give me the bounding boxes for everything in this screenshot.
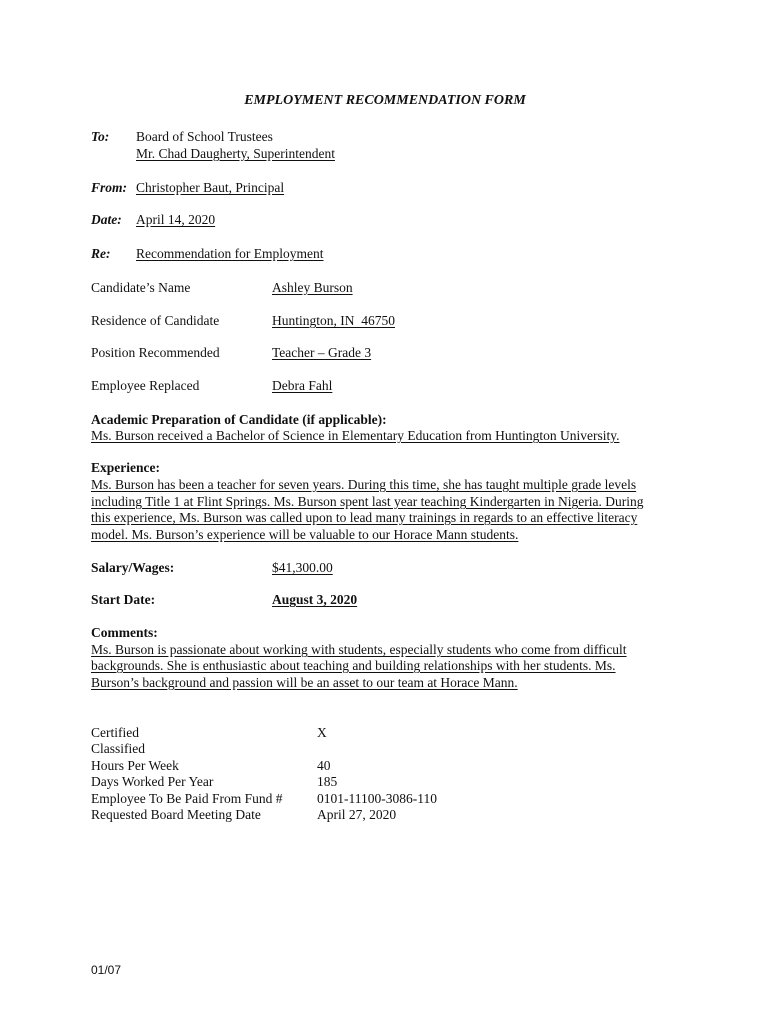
date-value: April 14, 2020 bbox=[136, 212, 216, 227]
residence-value: Huntington, IN 46750 bbox=[272, 313, 395, 328]
page-code: 01/07 bbox=[91, 963, 122, 977]
days-worked-value: 185 bbox=[317, 774, 338, 789]
academic-heading: Academic Preparation of Candidate (if applicable): bbox=[91, 412, 387, 427]
experience-line: this experience, Ms. Burson was called upon to lead many trainings in regards to an effective literacy bbox=[91, 510, 638, 525]
position-label: Position Recommended bbox=[91, 345, 220, 360]
experience-heading: Experience: bbox=[91, 460, 160, 475]
candidate-name-label: Candidate’s Name bbox=[91, 280, 191, 295]
classified-label: Classified bbox=[91, 741, 145, 756]
board-meeting-date-value: April 27, 2020 bbox=[317, 807, 397, 822]
board-meeting-date-label: Requested Board Meeting Date bbox=[91, 807, 261, 822]
experience-line: including Title 1 at Flint Springs. Ms. Burson spent last year teaching Kindergarten in Nigeria. During bbox=[91, 494, 644, 509]
fund-label: Employee To Be Paid From Fund # bbox=[91, 791, 283, 806]
employee-replaced-value: Debra Fahl bbox=[272, 378, 333, 393]
comments-line: Ms. Burson is passionate about working with students, especially students who come from difficult bbox=[91, 642, 627, 657]
academic-text: Ms. Burson received a Bachelor of Science in Elementary Education from Huntington University. bbox=[91, 428, 620, 443]
date-label: Date: bbox=[91, 212, 122, 227]
employee-replaced-label: Employee Replaced bbox=[91, 378, 200, 393]
from-value: Christopher Baut, Principal bbox=[136, 180, 285, 195]
fund-value: 0101-11100-3086-110 bbox=[317, 791, 437, 806]
from-label: From: bbox=[91, 180, 128, 195]
position-value: Teacher – Grade 3 bbox=[272, 345, 372, 360]
residence-label: Residence of Candidate bbox=[91, 313, 220, 328]
salary-value: $41,300.00 bbox=[272, 560, 333, 575]
re-value: Recommendation for Employment bbox=[136, 246, 324, 261]
comments-line: Burson’s background and passion will be an asset to our team at Horace Mann. bbox=[91, 675, 518, 690]
start-date-label: Start Date: bbox=[91, 592, 156, 607]
to-line-2: Mr. Chad Daugherty, Superintendent bbox=[136, 146, 335, 161]
form-title: EMPLOYMENT RECOMMENDATION FORM bbox=[244, 93, 526, 108]
comments-heading: Comments: bbox=[91, 625, 158, 640]
experience-line: model. Ms. Burson’s experience will be valuable to our Horace Mann students. bbox=[91, 527, 519, 542]
re-label: Re: bbox=[91, 246, 111, 261]
days-worked-label: Days Worked Per Year bbox=[91, 774, 214, 789]
certified-label: Certified bbox=[91, 725, 139, 740]
to-line-1: Board of School Trustees bbox=[136, 129, 273, 144]
hours-per-week-label: Hours Per Week bbox=[91, 758, 179, 773]
to-label: To: bbox=[91, 129, 110, 144]
salary-label: Salary/Wages: bbox=[91, 560, 175, 575]
candidate-name-value: Ashley Burson bbox=[272, 280, 353, 295]
comments-line: backgrounds. She is enthusiastic about teaching and building relationships with her students. Ms. bbox=[91, 658, 616, 673]
start-date-value: August 3, 2020 bbox=[272, 592, 358, 607]
hours-per-week-value: 40 bbox=[317, 758, 331, 773]
certified-value: X bbox=[317, 725, 327, 740]
experience-line: Ms. Burson has been a teacher for seven years. During this time, she has taught multiple grade levels bbox=[91, 477, 637, 492]
